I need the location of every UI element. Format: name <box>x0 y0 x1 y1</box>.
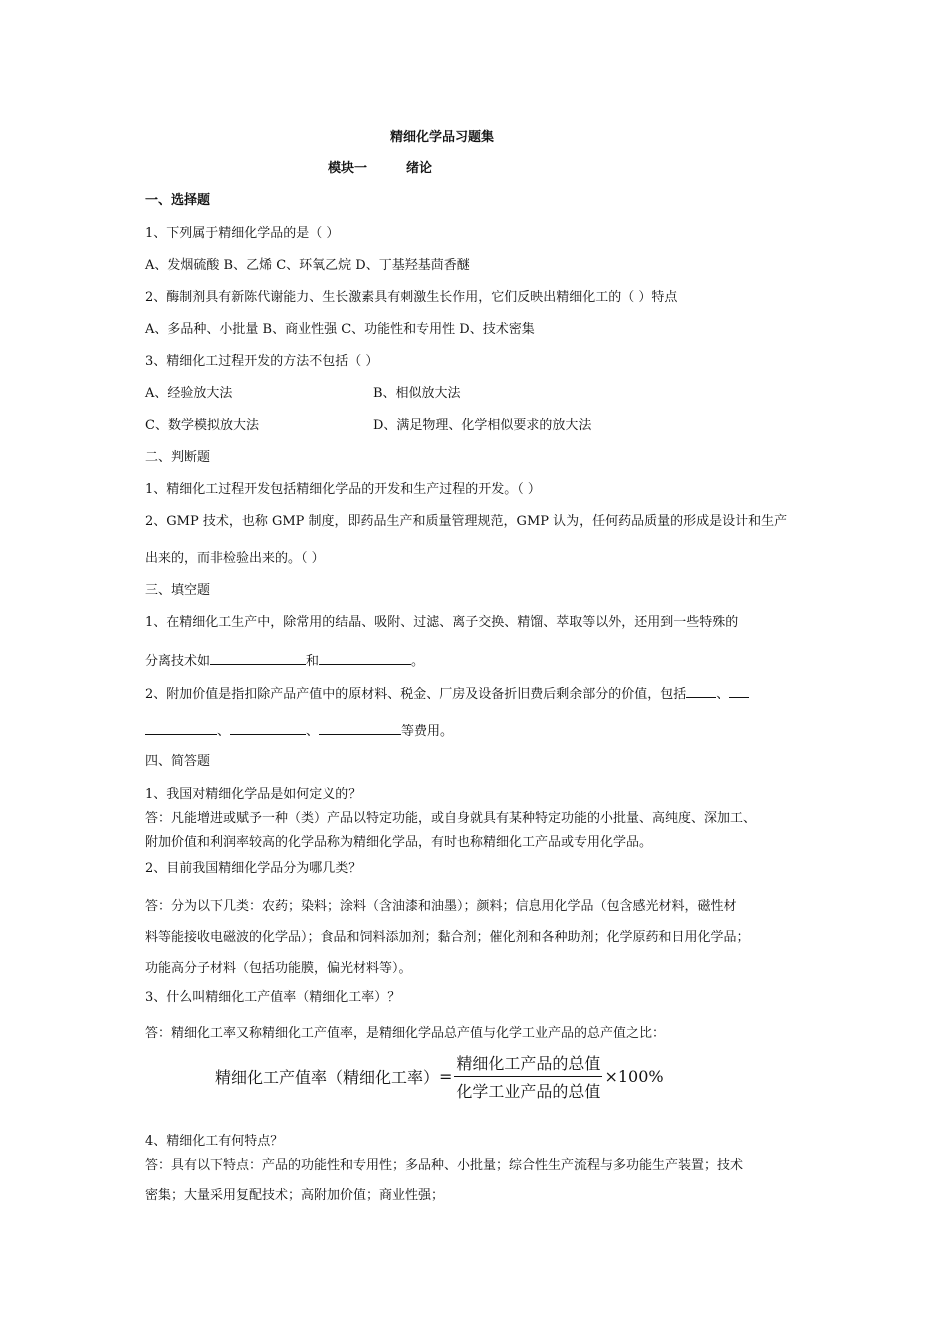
answer-blank <box>210 651 306 665</box>
options-1-1: A、发烟硫酸 B、乙烯 C、环氧乙烷 D、丁基羟基茴香醚 <box>145 258 470 273</box>
fine-chemical-rate-formula <box>215 1053 664 1101</box>
option-1-3-c: C、数学模拟放大法 <box>145 418 259 433</box>
answer-blank <box>729 684 749 698</box>
question-4-2: 2、目前我国精细化学品分为哪几类？ <box>145 861 362 876</box>
blank-separator: 、 <box>217 724 231 739</box>
question-4-1: 1、我国对精细化学品是如何定义的？ <box>145 787 362 802</box>
option-1-3-b: B、相似放大法 <box>373 386 461 401</box>
formula-percent: 100% <box>617 1066 664 1086</box>
question-4-4: 4、精细化工有何特点？ <box>145 1134 284 1149</box>
answer-blank <box>145 721 217 735</box>
blank-separator: 、 <box>716 687 730 702</box>
question-2-1: 1、精细化工过程开发包括精细化学品的开发和生产过程的开发。（ ） <box>145 482 541 497</box>
options-1-2: A、多品种、小批量 B、商业性强 C、功能性和专用性 D、技术密集 <box>145 322 535 337</box>
answer-4-1-line1: 答：凡能增进或赋予一种（类）产品以特定功能，或自身就具有某种特定功能的小批量、高纯度、深加工、 <box>145 811 757 826</box>
question-3-2-line1 <box>145 684 749 704</box>
question-3-1-period: 。 <box>411 654 425 669</box>
question-3-1-prefix: 分离技术如 <box>145 654 211 669</box>
answer-4-4-line1: 答：具有以下特点：产品的功能性和专用性；多品种、小批量；综合性生产流程与多功能生产装置；技术 <box>145 1158 744 1173</box>
option-1-3-d: D、满足物理、化学相似要求的放大法 <box>373 418 592 433</box>
answer-blank <box>319 651 411 665</box>
answer-4-2-line2: 料等能接收电磁波的化学品）；食品和饲料添加剂；黏合剂；催化剂和各种助剂；化学原药和日用化学品； <box>145 930 750 945</box>
answer-blank <box>686 684 716 698</box>
option-1-3-a: A、经验放大法 <box>145 386 233 401</box>
question-3-1-and: 和 <box>306 654 320 669</box>
question-2-2-line1: 2、GMP 技术，也称 GMP 制度，即药品生产和质量管理规范，GMP 认为，任何药品质量的形成是设计和生产 <box>145 514 788 529</box>
formula-lhs: 精细化工产值率（精细化工率） <box>215 1067 440 1087</box>
question-3-1-line1: 1、在精细化工生产中，除常用的结晶、吸附、过滤、离子交换、精馏、萃取等以外，还用到一些特殊的 <box>145 615 739 630</box>
question-3-2-line2 <box>145 721 453 741</box>
formula-fraction <box>454 1051 602 1102</box>
question-4-3: 3、什么叫精细化工产值率（精细化工率）？ <box>145 990 401 1005</box>
answer-4-4-line2: 密集；大量采用复配技术；高附加价值；商业性强； <box>145 1188 445 1203</box>
answer-4-2-line3: 功能高分子材料（包括功能膜，偏光材料等）。 <box>145 961 412 976</box>
answer-blank <box>319 721 401 735</box>
question-3-1-line2 <box>145 651 424 671</box>
answer-4-3: 答：精细化工率又称精细化工产值率，是精细化学品总产值与化学工业产品的总产值之比： <box>145 1026 666 1041</box>
question-3-2-text: 2、附加价值是指扣除产品产值中的原材料、税金、厂房及设备折旧费后剩余部分的价值，包括 <box>145 687 687 702</box>
question-1-1: 1、下列属于精细化学品的是（ ） <box>145 226 340 241</box>
formula-numerator: 精细化工产品的总值 <box>454 1051 602 1077</box>
answer-4-1-line2: 附加价值和利润率较高的化学品称为精细化学品，有时也称精细化工产品或专用化学品。 <box>145 835 653 850</box>
answer-4-2-line1: 答：分为以下几类：农药；染料；涂料（含油漆和油墨）；颜料；信息用化学品（包含感光材料，磁性材 <box>145 899 737 914</box>
module-label: 模块一 <box>328 161 368 176</box>
formula-equals: = <box>439 1066 453 1086</box>
module-name: 绪论 <box>406 161 433 176</box>
answer-blank <box>230 721 306 735</box>
formula-denominator: 化学工业产品的总值 <box>456 1081 601 1101</box>
blank-separator: 、 <box>306 724 320 739</box>
section-heading-fill: 三、填空题 <box>145 583 211 598</box>
question-2-2-line2: 出来的，而非检验出来的。（ ） <box>145 551 325 566</box>
question-1-2: 2、酶制剂具有新陈代谢能力、生长激素具有刺激生长作用，它们反映出精细化工的（ ）特点 <box>145 290 678 305</box>
section-heading-choice: 一、选择题 <box>145 193 211 208</box>
question-1-3: 3、精细化工过程开发的方法不包括（ ） <box>145 354 379 369</box>
doc-title: 精细化学品习题集 <box>390 130 495 145</box>
formula-times: × <box>604 1066 618 1086</box>
section-heading-short: 四、简答题 <box>145 754 211 769</box>
section-heading-judgement: 二、判断题 <box>145 450 211 465</box>
question-3-2-end: 等费用。 <box>401 724 454 739</box>
